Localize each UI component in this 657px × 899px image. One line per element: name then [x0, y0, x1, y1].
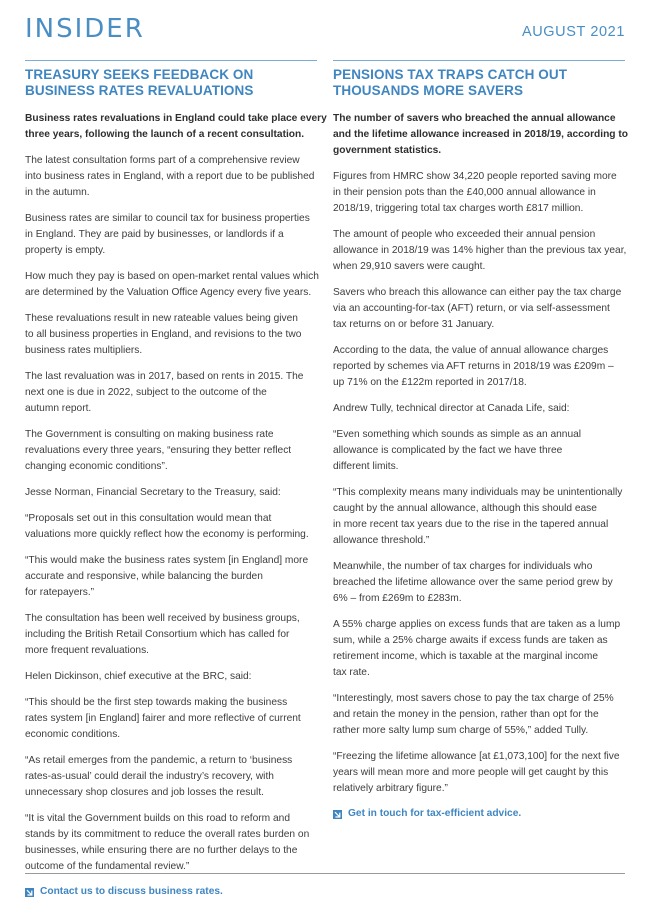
paragraph: [25, 153, 317, 201]
paragraph: [333, 427, 625, 475]
text-line: next one is due in 2022, subject to the outcome of the: [25, 387, 267, 398]
text-line: “Proposals set out in this consultation would mean that: [25, 513, 272, 524]
arrow-square-icon: [333, 810, 342, 819]
text-line: rates-as-usual’ could derail the industry’s recovery, with: [25, 771, 274, 782]
text-line: tax rate.: [333, 667, 370, 678]
headline-line: THOUSANDS MORE SAVERS: [333, 83, 524, 98]
text-line: Business rates revaluations in England could take place every: [25, 113, 327, 124]
text-line: Savers who breach this allowance can either pay the tax charge: [333, 287, 622, 298]
paragraph: [25, 269, 317, 301]
text-line: revaluations every three years, “ensuring they better reflect: [25, 445, 292, 456]
paragraph: [333, 559, 625, 607]
text-line: up 71% on the £122m reported in 2017/18.: [333, 377, 527, 388]
text-line: when 29,910 savers were caught.: [333, 261, 486, 272]
paragraph: [333, 401, 625, 417]
text-line: different limits.: [333, 461, 399, 472]
text-line: 6% – from £269m to £283m.: [333, 593, 462, 604]
article-body: [25, 111, 327, 875]
text-line: caught by the annual allowance, although this should ease: [333, 503, 597, 514]
text-line: A 55% charge applies on excess funds that are taken as a lump: [333, 619, 621, 630]
paragraph: [25, 695, 317, 743]
text-line: and the lifetime allowance increased in 2018/19, according to: [333, 129, 628, 140]
left-article: [25, 60, 327, 899]
text-line: Business rates are similar to council tax for business properties: [25, 213, 310, 224]
masthead: [25, 14, 625, 48]
text-line: business rates multipliers.: [25, 345, 143, 356]
text-line: The last revaluation was in 2017, based on rents in 2015. The: [25, 371, 304, 382]
text-line: property is empty.: [25, 245, 106, 256]
article-body: [333, 111, 628, 797]
text-line: into business rates in England, with a report due to be published: [25, 171, 315, 182]
footer-rule: [25, 873, 625, 874]
paragraph: [25, 811, 317, 875]
text-line: rather more salty lump sum charge of 55%,” added Tully.: [333, 725, 589, 736]
text-line: retirement income, which is taxable at the marginal income: [333, 651, 598, 662]
text-line: “This complexity means many individuals may be unintentionally: [333, 487, 623, 498]
text-line: “As retail emerges from the pandemic, a return to ‘business: [25, 755, 293, 766]
text-line: reported by schemes via AFT returns in 2018/19 was £209m –: [333, 361, 614, 372]
text-line: for ratepayers.”: [25, 587, 95, 598]
paragraph: [333, 617, 625, 681]
arrow-square-icon: [25, 888, 34, 897]
text-line: accurate and responsive, while balancing the burden: [25, 571, 263, 582]
text-line: “Even something which sounds as simple as an annual: [333, 429, 582, 440]
paragraph: [25, 427, 317, 475]
text-line: allowance in 2018/19 was 14% higher than the previous tax year,: [333, 245, 627, 256]
text-line: Figures from HMRC show 34,220 people reported saving more: [333, 171, 617, 182]
right-article: [333, 60, 628, 821]
text-line: three years, following the launch of a recent consultation.: [25, 129, 305, 140]
text-line: How much they pay is based on open-market rental values which: [25, 271, 319, 282]
text-line: outcome of the fundamental review.”: [25, 861, 190, 872]
advice-link-label: Get in touch for tax-efficient advice.: [348, 808, 522, 819]
paragraph: [333, 227, 625, 275]
headline-line: PENSIONS TAX TRAPS CATCH OUT: [333, 67, 568, 82]
text-line: “This would make the business rates system [in England] more: [25, 555, 309, 566]
text-line: breached the lifetime allowance over the same period grew by: [333, 577, 613, 588]
text-line: allowance threshold.”: [333, 535, 430, 546]
text-line: “Freezing the lifetime allowance [at £1,073,100] for the next five: [333, 751, 620, 762]
text-line: “It is vital the Government builds on this road to reform and: [25, 813, 290, 824]
paragraph: [333, 485, 625, 549]
text-line: rates system [in England] fairer and more reflective of current: [25, 713, 301, 724]
text-line: relatively arbitrary figure.”: [333, 783, 448, 794]
text-line: and retain the money in the pension, rather than opt for the: [333, 709, 599, 720]
text-line: in more recent tax years due to the rise in the tapered annual: [333, 519, 609, 530]
text-line: in their pension pots than the £40,000 annual allowance in: [333, 187, 596, 198]
text-line: are determined by the Valuation Office Agency every five years.: [25, 287, 312, 298]
text-line: stands by its commitment to reduce the overall rates burden on: [25, 829, 310, 840]
text-line: in England. They are paid by businesses, or landlords if a: [25, 229, 284, 240]
paragraph: [333, 691, 625, 739]
paragraph: [333, 285, 625, 333]
text-line: Jesse Norman, Financial Secretary to the Treasury, said:: [25, 487, 281, 498]
paragraph: [25, 611, 317, 659]
text-line: The latest consultation forms part of a comprehensive review: [25, 155, 300, 166]
paragraph: [25, 369, 317, 417]
issue-date: AUGUST 2021: [521, 24, 625, 40]
paragraph: [333, 169, 625, 217]
text-line: changing economic conditions”.: [25, 461, 168, 472]
text-line: These revaluations result in new rateable values being given: [25, 313, 298, 324]
text-line: via an accounting-for-tax (AFT) return, or via self-assessment: [333, 303, 610, 314]
text-line: “Interestingly, most savers chose to pay the tax charge of 25%: [333, 693, 614, 704]
text-line: 2018/19, triggering total tax charges worth £817 million.: [333, 203, 584, 214]
lead-paragraph: [25, 111, 327, 143]
text-line: The amount of people who exceeded their annual pension: [333, 229, 596, 240]
text-line: Meanwhile, the number of tax charges for individuals who: [333, 561, 593, 572]
brand-logo: INSIDER: [25, 14, 145, 44]
lead-paragraph: [333, 111, 628, 159]
text-line: unnecessary shop closures and job losses the result.: [25, 787, 264, 798]
text-line: valuations more quickly reflect how the economy is performing.: [25, 529, 309, 540]
paragraph: [25, 669, 317, 685]
text-line: businesses, while ensuring there are no further delays to the: [25, 845, 298, 856]
text-line: in the autumn.: [25, 187, 90, 198]
text-line: The Government is consulting on making business rate: [25, 429, 274, 440]
text-line: to all business properties in England, and revisions to the two: [25, 329, 302, 340]
text-line: more frequent revaluations.: [25, 645, 150, 656]
paragraph: [25, 553, 317, 601]
text-line: According to the data, the value of annual allowance charges: [333, 345, 609, 356]
paragraph: [25, 485, 317, 501]
text-line: Helen Dickinson, chief executive at the BRC, said:: [25, 671, 252, 682]
headline-line: BUSINESS RATES REVALUATIONS: [25, 83, 254, 98]
paragraph: [25, 311, 317, 359]
article-rule: [333, 60, 625, 61]
paragraph: [333, 749, 625, 797]
text-line: Andrew Tully, technical director at Canada Life, said:: [333, 403, 570, 414]
text-line: economic conditions.: [25, 729, 121, 740]
paragraph: [25, 211, 317, 259]
headline-line: TREASURY SEEKS FEEDBACK ON: [25, 67, 254, 82]
article-headline: [333, 67, 625, 99]
text-line: years will mean more and more people will get caught by this: [333, 767, 609, 778]
paragraph: [333, 343, 625, 391]
advice-link[interactable]: [333, 807, 625, 821]
text-line: sum, while a 25% charge awaits if excess funds are taken as: [333, 635, 608, 646]
text-line: autumn report.: [25, 403, 92, 414]
text-line: allowance is complicated by the fact we have three: [333, 445, 563, 456]
text-line: including the British Retail Consortium which has called for: [25, 629, 290, 640]
text-line: The number of savers who breached the annual allowance: [333, 113, 616, 124]
contact-link-label: Contact us to discuss business rates.: [40, 886, 223, 897]
paragraph: [25, 753, 317, 801]
article-rule: [25, 60, 317, 61]
text-line: The consultation has been well received by business groups,: [25, 613, 300, 624]
text-line: “This should be the first step towards making the business: [25, 697, 288, 708]
contact-link[interactable]: [25, 885, 317, 899]
text-line: tax returns on or before 31 January.: [333, 319, 495, 330]
article-headline: [25, 67, 317, 99]
text-line: government statistics.: [333, 145, 442, 156]
paragraph: [25, 511, 317, 543]
